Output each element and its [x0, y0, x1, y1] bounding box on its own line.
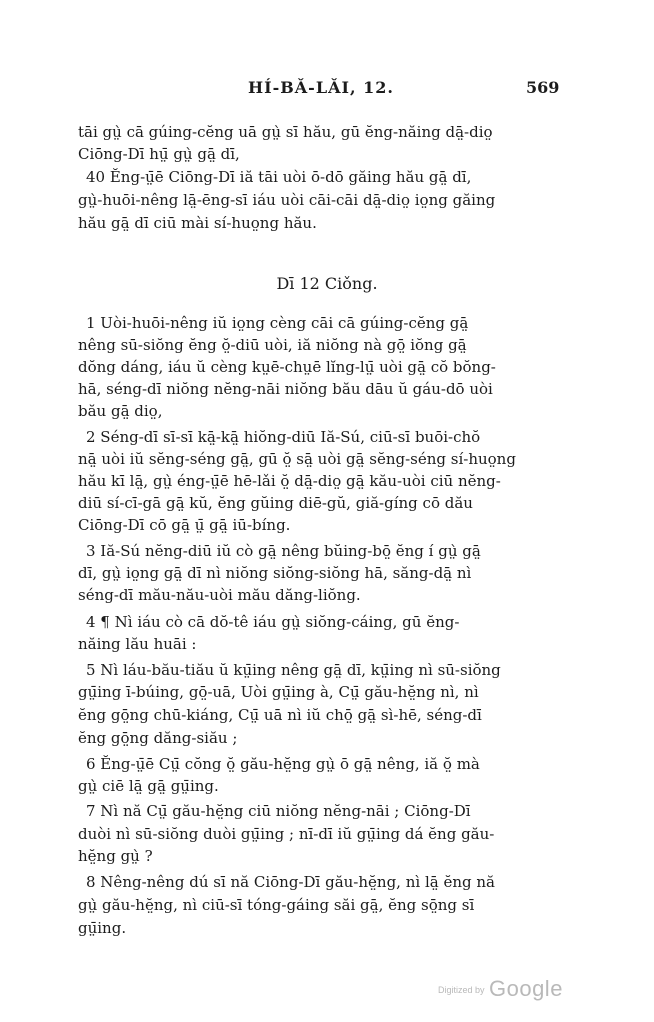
text-line: gṳ̄ing ī-búing, gō̤-uā, Uòi gṳ̄ing à, Cṳ̄ gău-hĕ̤ng nì, nì	[78, 683, 479, 701]
verse-6-start: 6 Ĕng-ṳ̄ē Cṳ̄ cŏng ŏ̤ gău-hĕ̤ng gṳ̀ ō gā̤ nêng, iă ŏ̤ mà	[86, 755, 480, 773]
text-line: hău gā̤ dī ciū mài sí-huo̤ng hău.	[78, 214, 317, 232]
text-line: diū sí-cī-gā gā̤ kŭ, ĕng gŭing diē-gŭ, giă-gíng cō dău	[78, 494, 473, 512]
text-line: Ciōng-Dī hṳ̄ gṳ̀ gā̤ dī,	[78, 145, 240, 163]
verse-8-start: 8 Nêng-nêng dú sī nă Ciōng-Dī gău-hĕ̤ng, nì lā̤ ĕng nă	[86, 873, 495, 891]
verse-7-start: 7 Nì nă Cṳ̄ gău-hĕ̤ng ciū niŏng nĕng-nāi ; Ciōng-Dī	[86, 802, 471, 820]
verse-4-start: 4 ¶ Nì iáu cò cā dŏ-tê iáu gṳ̀ siŏng-cáing, gū ĕng-	[86, 613, 460, 631]
text-line: dŏng dáng, iáu ŭ cèng kṳē-chṳē lĭng-lṳ̄ uòi gā̤ cŏ bŏng-	[78, 358, 496, 376]
text-line: séng-dī mău-nău-uòi mău dăng-liŏng.	[78, 586, 361, 604]
running-head	[0, 78, 654, 102]
text-line: gṳ̄ing.	[78, 919, 127, 937]
text-line: gṳ̀-huōi-nêng lā̤-ēng-sī iáu uòi cāi-cāi dā̤-dio̤ io̤ng găing	[78, 191, 496, 209]
text-line: ĕng gō̤ng dăng-siău ;	[78, 729, 238, 747]
text-line: duòi nì sū-siŏng duòi gṳ̄ing ; nī-dī iŭ gṳ̄ing dá ĕng gău-	[78, 825, 495, 843]
digitized-by-google-watermark	[438, 976, 563, 1004]
text-line: dī, gṳ̀ io̤ng gā̤ dī nì niŏng siŏng-siŏng hā, săng-dā̤ nì	[78, 564, 472, 582]
verse-1-start: 1 Uòi-huōi-nêng iŭ io̤ng cèng cāi cā gúing-cĕng gā̤	[86, 314, 469, 332]
watermark-prefix: Digitized by	[438, 985, 485, 995]
text-line: hĕ̤ng gṳ̀ ?	[78, 847, 153, 865]
text-line: năing lău huāi :	[78, 635, 197, 653]
text-line: nêng sū-siŏng ĕng ŏ̤-diū uòi, iă niŏng nà gō̤ iŏng gā̤	[78, 336, 467, 354]
chapter-heading: Dī 12 Ciǒng.	[276, 274, 378, 293]
text-line: hău kī lā̤, gṳ̀ éng-ṳ̄ē hē-lǎi ŏ̤ dā̤-dio̤ gā̤ kău-uòi ciū nĕng-	[78, 472, 501, 490]
text-line: ĕng gō̤ng chū-kiáng, Cṳ̄ uā nì iŭ chō̤ gā̤ sì-hē, séng-dī	[78, 706, 482, 724]
google-logo: Google	[488, 976, 563, 1001]
text-line: Ciōng-Dī cō gā̤ ṳ̄ gā̤ iū-bíng.	[78, 516, 291, 534]
verse-40-start: 40 Ĕng-ṳ̄ē Ciōng-Dī iă tāi uòi ō-dō găing hău gā̤ dī,	[86, 168, 472, 186]
text-line: nā̤ uòi iŭ sĕng-séng gā̤, gū ŏ̤ sā̤ uòi gā̤ sĕng-séng sí-huo̤ng	[78, 450, 516, 468]
text-line: gṳ̀ ciē lā̤ gā̤ gṳ̄ing.	[78, 777, 219, 795]
verse-2-start: 2 Séng-dī sī-sī kā̤-kā̤ hiŏng-diū Iă-Sú, ciū-sī buōi-chŏ	[86, 428, 481, 446]
verse-3-start: 3 Iă-Sú nĕng-diū iŭ cò gā̤ nêng bŭing-bō̤ ĕng í gṳ̀ gā̤	[86, 542, 481, 560]
text-line: gṳ̀ gău-hĕ̤ng, nì ciū-sī tóng-gáing săi gā̤, ĕng sō̤ng sī	[78, 896, 475, 914]
page-number: 569	[526, 78, 560, 97]
text-line: bău gā̤ dio̤,	[78, 402, 163, 420]
text-line: tāi gṳ̀ cā gúing-cĕng uā gṳ̀ sī hău, gū ĕng-năing dā̤-dio̤	[78, 123, 493, 141]
text-line: hā, séng-dī niŏng nĕng-nāi niŏng bău dāu ŭ gáu-dō uòi	[78, 380, 493, 398]
verse-5-start: 5 Nì láu-bău-tiău ŭ kṳ̄ing nêng gā̤ dī, kṳ̄ing nì sū-siŏng	[86, 661, 501, 679]
running-title: HÍ-BǍ-LǍI, 12.	[248, 78, 394, 97]
